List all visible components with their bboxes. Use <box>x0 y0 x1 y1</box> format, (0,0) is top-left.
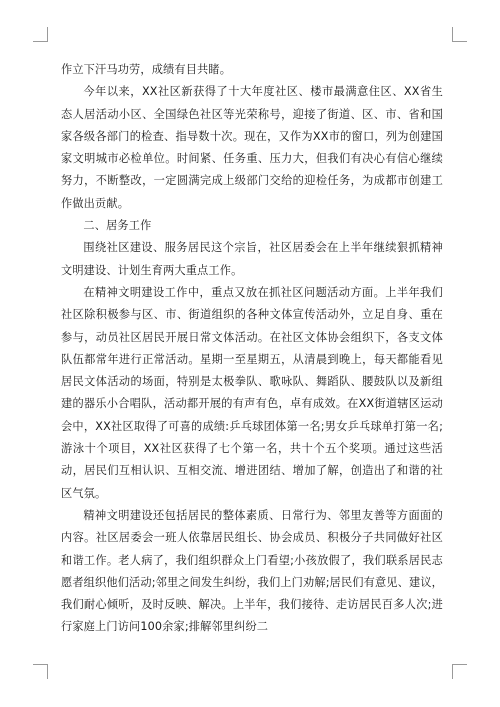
paragraph-activities: 在精神文明建设工作中，重点又放在抓社区问题活动方面。上半年我们社区除积极参与区、市、街道组织的各种文体宣传活动外，立足自身、重在参与，动员社区居民开展日常文体活动。在社区文体协会组织下，各支文体队伍都常年进行正常活动。星期一至星期五，从清晨到晚上，每天都能看见居民文体活动的场面，特别是太极拳队、歌咏队、舞蹈队、腰鼓队以及新组建的器乐小合唱队，活动都开展的有声有色，卓有成效。在XX街道辖区运动会中，XX社区取得了可喜的成绩:乒乓球团体第一名;男女乒乓球单打第一名;游泳十个项目，XX社区获得了七个第一名，共十个五个奖项。通过这些活动，居民们互相认识、互相交流、增进团结、增加了解，创造出了和谐的社区气氛。 <box>61 285 443 500</box>
paragraph-harmony: 精神文明建设还包括居民的整体素质、日常行为、邻里友善等方面面的内容。社区居委会一班人依靠居民组长、协会成员、积极分子共同做好社区和谐工作。老人病了，我们组织群众上门看望;小孩放假了，我们联系居民志愿者组织他们活动;邻里之间发生纠纷，我们上门劝解;居民们有意见、建议，我们耐心倾听，及时反映、解决。上半年，我们接待、走访居民百多人次;进行家庭上门访问100余家;排解邻里纠纷二 <box>61 508 443 634</box>
crop-mark-bottom-right <box>452 664 467 679</box>
crop-mark-bottom-left <box>33 664 48 679</box>
crop-mark-top-right <box>452 27 467 42</box>
paragraph-honors: 今年以来，XX社区新获得了十大年度社区、楼市最满意住区、XX省生态人居活动小区、全国绿色社区等光荣称号，迎接了街道、区、市、省和国家各级各部门的检查、指导数十次。现在，又作为XX市的窗口，列为创建国家文明城市必检单位。时间紧、任务重、压力大，但我们有决心有信心继续努力，不断整改，一定圆满完成上级部门交给的迎检任务，为成都市创建工作做出贡献。 <box>61 85 443 210</box>
section-heading: 二、居务工作 <box>83 219 152 233</box>
crop-mark-top-left <box>33 27 48 42</box>
document-body <box>61 59 443 639</box>
paragraph-continuation: 作立下汗马功劳，成绩有目共睹。 <box>61 63 232 76</box>
paragraph-focus: 围绕社区建设、服务居民这个宗旨，社区居委会在上半年继续狠抓精神文明建设、计划生育两大重点工作。 <box>61 241 443 277</box>
